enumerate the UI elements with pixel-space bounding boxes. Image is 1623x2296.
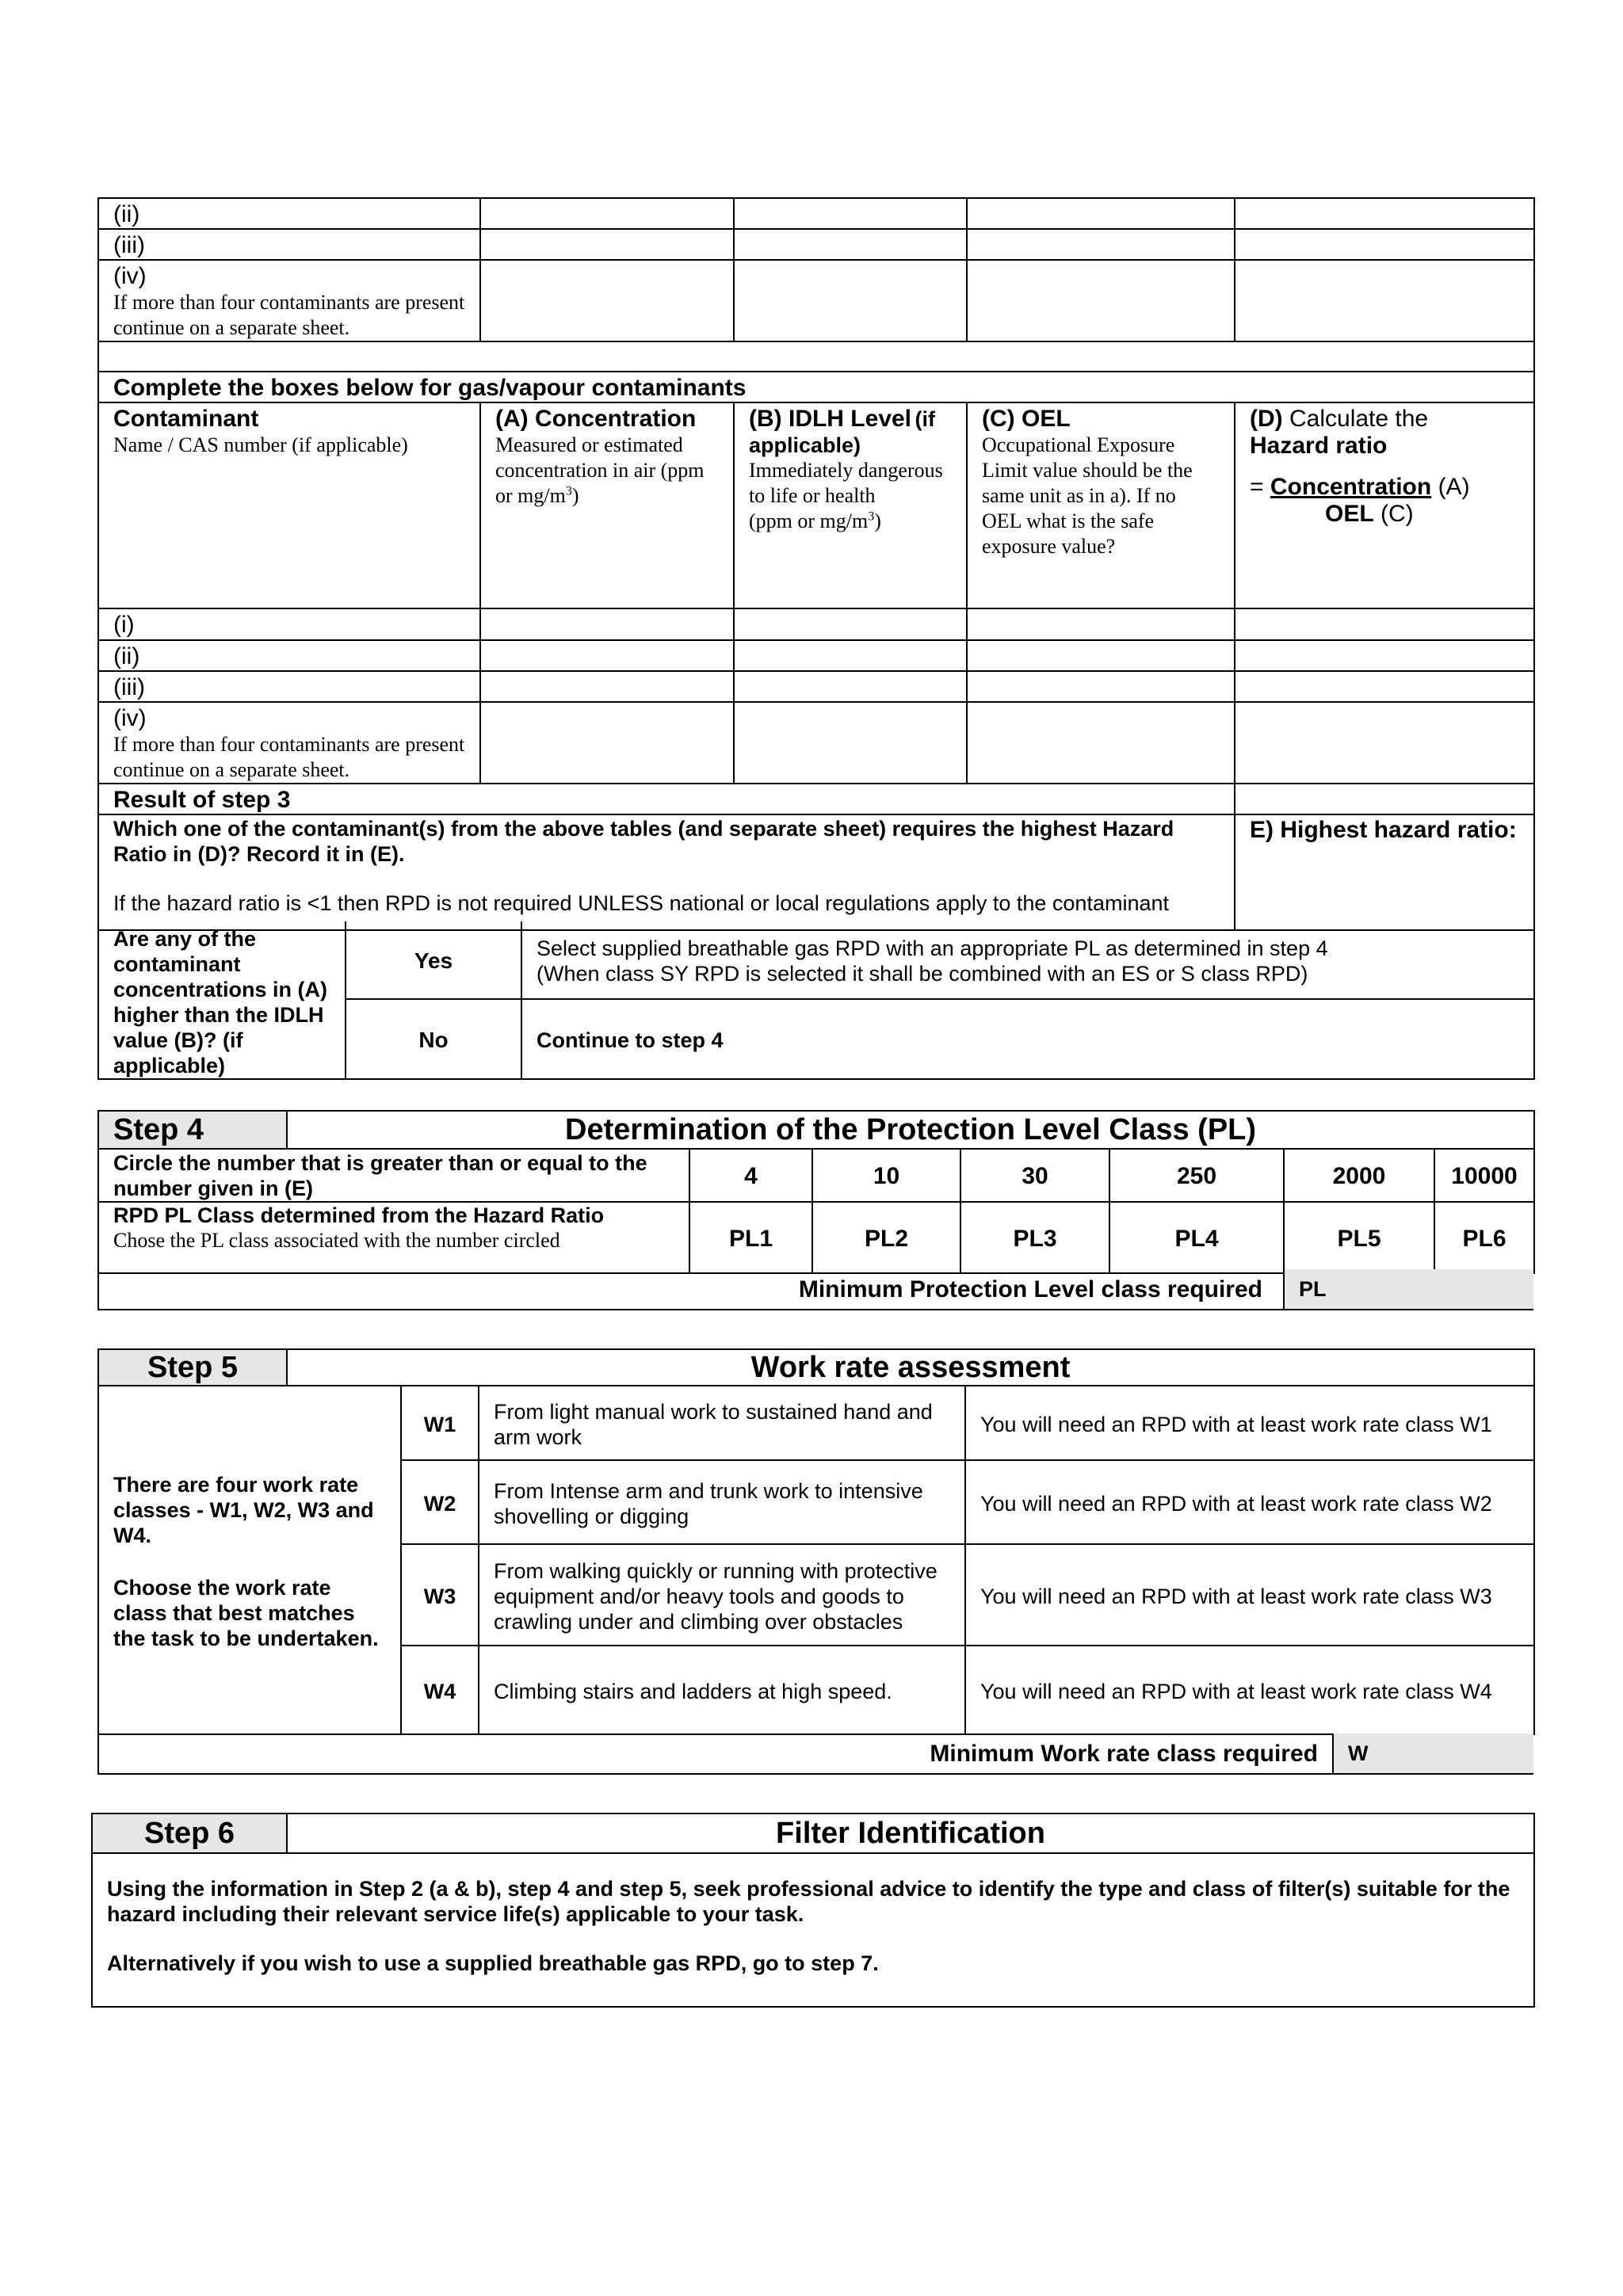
work-rate-desc: From walking quickly or running with protective equipment and/or heavy tools and goods to crawling under and climbing over obstacles — [479, 1544, 965, 1646]
header-desc: Name / CAS number (if applicable) — [113, 433, 408, 456]
cell-input[interactable] — [1235, 198, 1534, 229]
contaminant-table — [97, 197, 1535, 931]
header-title: (C) OEL — [982, 406, 1071, 432]
ratio-number-option[interactable]: 10 — [812, 1149, 960, 1202]
result-note: If the hazard ratio is <1 then RPD is not required UNLESS national or local regulations apply to the contaminant — [113, 891, 1170, 915]
work-rate-desc: From light manual work to sustained hand and arm work — [479, 1386, 965, 1460]
cell-input[interactable] — [480, 260, 734, 341]
step6-body — [92, 1853, 1534, 2007]
header-title: Contaminant — [113, 406, 259, 432]
row-label: (iii) — [98, 671, 480, 702]
step5-title: Work rate assessment — [287, 1349, 1534, 1386]
ratio-number-option[interactable]: 2000 — [1284, 1149, 1434, 1202]
cell-input[interactable] — [967, 198, 1235, 229]
idlh-no-option[interactable]: No — [346, 999, 521, 1079]
header-unit: (ppm or mg/m — [749, 509, 869, 532]
cell-input[interactable] — [967, 229, 1235, 260]
idlh-no-text: Continue to step 4 — [521, 999, 1534, 1079]
intro-text: There are four work rate classes - W1, W2, W3 and W4. — [113, 1472, 374, 1547]
work-rate-code[interactable]: W2 — [401, 1460, 479, 1544]
continue-note: If more than four contaminants are present continue on a separate sheet. — [113, 733, 465, 781]
header-title-prefix: (D) — [1250, 406, 1283, 432]
cell-input[interactable] — [1235, 229, 1534, 260]
header-title: (B) IDLH Level — [749, 406, 912, 432]
work-rate-need: You will need an RPD with at least work rate class W1 — [965, 1386, 1534, 1460]
result-step3-title: Result of step 3 — [98, 784, 1235, 814]
continue-note: If more than four contaminants are present continue on a separate sheet. — [113, 291, 465, 339]
yes-text-line: Select supplied breathable gas RPD with an appropriate PL as determined in step 4 — [537, 936, 1328, 960]
cell-input[interactable] — [967, 671, 1235, 702]
header-hazard-ratio — [1235, 402, 1534, 608]
cell-input[interactable] — [480, 198, 734, 229]
row-label: (iv) — [113, 705, 147, 731]
min-pl-field[interactable]: PL — [1283, 1269, 1533, 1309]
cell-input[interactable] — [480, 229, 734, 260]
step6-title: Filter Identification — [287, 1814, 1534, 1853]
idlh-yes-text — [521, 921, 1534, 999]
work-rate-desc: From Intense arm and trunk work to intensive shovelling or digging — [479, 1460, 965, 1544]
pl-class-title: RPD PL Class determined from the Hazard Ratio — [113, 1203, 605, 1227]
superscript: 3 — [868, 509, 875, 524]
row-label: (ii) — [98, 640, 480, 671]
cell-input[interactable] — [480, 702, 734, 784]
row-label-iv — [98, 260, 480, 341]
step6-text: Using the information in Step 2 (a & b), step 4 and step 5, seek professional advice to identify the type and class of filter(s) suitable for the hazard including their relevant service life(s) applicable to your task. — [107, 1877, 1510, 1926]
header-title-suffix: (if applicable) — [749, 407, 935, 457]
work-rate-need: You will need an RPD with at least work rate class W2 — [965, 1460, 1534, 1544]
row-label: (ii) — [98, 198, 480, 229]
formula-denominator: OEL — [1325, 501, 1374, 527]
cell-input[interactable] — [480, 671, 734, 702]
min-work-rate-label: Minimum Work rate class required — [930, 1741, 1318, 1767]
intro-text: Choose the work rate class that best matches the task to be undertaken. — [113, 1575, 379, 1650]
pl-class-cell: PL1 — [689, 1202, 812, 1273]
pl-class-cell: PL5 — [1284, 1202, 1434, 1273]
work-rate-need: You will need an RPD with at least work rate class W4 — [965, 1646, 1534, 1734]
pl-class-cell: PL6 — [1434, 1202, 1534, 1273]
superscript: 3 — [565, 484, 572, 498]
formula-numerator-ref: (A) — [1438, 474, 1470, 500]
header-title-bold: Hazard ratio — [1250, 433, 1388, 459]
cell-input[interactable] — [734, 702, 967, 784]
header-unit-tail: ) — [874, 509, 881, 532]
header-idlh — [734, 402, 967, 608]
work-rate-desc: Climbing stairs and ladders at high speed. — [479, 1646, 965, 1734]
pl-class-label — [98, 1202, 689, 1273]
pl-class-cell: PL4 — [1109, 1202, 1284, 1273]
min-pl-row — [97, 1269, 1533, 1310]
formula-denominator-ref: (C) — [1381, 501, 1414, 527]
step5-table — [97, 1348, 1535, 1735]
work-rate-code[interactable]: W4 — [401, 1646, 479, 1734]
step6-text: Alternatively if you wish to use a supplied breathable gas RPD, go to step 7. — [107, 1951, 879, 1975]
cell-input[interactable] — [1235, 608, 1534, 640]
header-desc: Measured or estimated concentration in air (ppm or mg/m — [495, 433, 705, 507]
step5-label: Step 5 — [98, 1349, 287, 1386]
min-work-rate-field[interactable]: W — [1332, 1733, 1533, 1773]
header-title: Calculate the — [1289, 406, 1429, 432]
row-label: (iii) — [98, 229, 480, 260]
ratio-number-option[interactable]: 4 — [689, 1149, 812, 1202]
pl-class-desc: Chose the PL class associated with the number circled — [113, 1229, 560, 1252]
cell-input[interactable] — [967, 608, 1235, 640]
header-desc: Immediately dangerous to life or health — [749, 459, 943, 507]
header-oel — [967, 402, 1235, 608]
equals-sign: = — [1250, 474, 1264, 500]
idlh-check-table — [97, 921, 1535, 1080]
cell-input[interactable] — [734, 608, 967, 640]
idlh-yes-option[interactable]: Yes — [346, 921, 521, 999]
idlh-question: Are any of the contaminant concentrations in (A) higher than the IDLH value (B)? (if applicable) — [98, 921, 346, 1079]
yes-text-line: (When class SY RPD is selected it shall be combined with an ES or S class RPD) — [537, 961, 1308, 986]
gas-section-heading: Complete the boxes below for gas/vapour contaminants — [98, 372, 1534, 402]
circle-number-label: Circle the number that is greater than or equal to the number given in (E) — [98, 1149, 689, 1202]
row-label: (iv) — [113, 263, 147, 289]
cell-input[interactable] — [967, 640, 1235, 671]
step4-table — [97, 1110, 1535, 1274]
header-concentration — [480, 402, 734, 608]
cell-input[interactable] — [1235, 260, 1534, 341]
result-question: Which one of the contaminant(s) from the above tables (and separate sheet) requires the highest Hazard Ratio in (D)? Record it in (E). — [113, 817, 1174, 866]
cell-input[interactable] — [734, 260, 967, 341]
cell-input[interactable] — [734, 640, 967, 671]
step4-title: Determination of the Protection Level Class (PL) — [287, 1111, 1534, 1149]
step6-label: Step 6 — [92, 1814, 287, 1853]
result-step3-body — [98, 814, 1235, 930]
cell-input[interactable] — [480, 640, 734, 671]
formula-numerator: Concentration — [1270, 474, 1432, 500]
cell-input[interactable] — [1235, 640, 1534, 671]
work-rate-code[interactable]: W3 — [401, 1544, 479, 1646]
cell-input[interactable] — [734, 671, 967, 702]
pl-class-cell: PL2 — [812, 1202, 960, 1273]
cell-input[interactable] — [480, 608, 734, 640]
step4-label: Step 4 — [98, 1111, 287, 1149]
row-label: (i) — [98, 608, 480, 640]
ratio-number-option[interactable]: 30 — [960, 1149, 1109, 1202]
result-step3-title-blank — [1235, 784, 1534, 814]
work-rate-intro — [98, 1386, 401, 1734]
work-rate-code[interactable]: W1 — [401, 1386, 479, 1460]
cell-input[interactable] — [967, 260, 1235, 341]
header-desc-tail: ) — [571, 484, 579, 507]
pl-class-cell: PL3 — [960, 1202, 1109, 1273]
header-desc: Occupational Exposure Limit value should be the same unit as in a). If no OEL what is the safe exposure value? — [982, 433, 1193, 558]
min-pl-label: Minimum Protection Level class required — [798, 1276, 1262, 1302]
header-contaminant — [98, 402, 480, 608]
cell-input[interactable] — [734, 198, 967, 229]
highest-hazard-ratio-field[interactable]: E) Highest hazard ratio: — [1235, 814, 1534, 930]
work-rate-need: You will need an RPD with at least work rate class W3 — [965, 1544, 1534, 1646]
cell-input[interactable] — [1235, 702, 1534, 784]
min-work-rate-row — [97, 1733, 1533, 1775]
cell-input[interactable] — [967, 702, 1235, 784]
step6-table — [91, 1813, 1535, 2008]
row-label-iv — [98, 702, 480, 784]
header-title: (A) Concentration — [495, 406, 697, 432]
ratio-number-option[interactable]: 10000 — [1434, 1149, 1534, 1202]
cell-input[interactable] — [734, 229, 967, 260]
spacer-row — [98, 341, 1534, 372]
ratio-number-option[interactable]: 250 — [1109, 1149, 1284, 1202]
cell-input[interactable] — [1235, 671, 1534, 702]
